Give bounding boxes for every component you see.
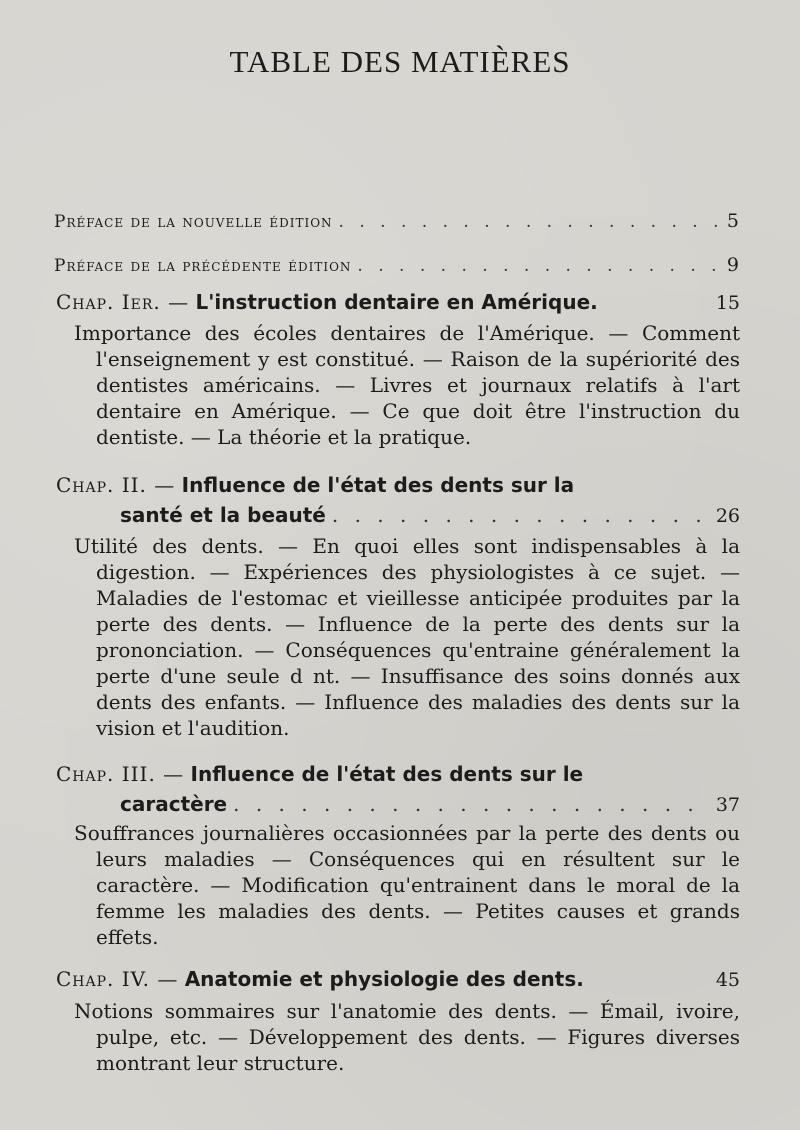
leader-dots [357,256,720,276]
toc-page-number: 37 [715,794,740,816]
leader-dots [332,500,710,530]
chapter-summary-3 [74,820,740,950]
chapter-title: Anatomie et physiologie des dents. [184,967,584,991]
toc-entry-preface-new [54,210,740,232]
chapter-title-continued: caractère [120,792,228,816]
chapter-summary-2 [74,533,740,741]
chapter-title: Influence de l'état des dents sur la [181,473,575,497]
chapter-title: L'instruction dentaire en Amérique. [195,290,598,314]
chapter-label: Chap. IV. — [56,967,179,991]
chapter-summary-text: Souffrances journalières occasionnées par la perte des dents ou leurs maladies — Conséquences qui en résultent sur le caractère. — Modification qu'entrainent dans le moral de la femme les maladies des dents. — Petites causes et grands effets. [74,821,740,949]
chapter-summary-1 [74,320,740,450]
toc-page-number: 45 [715,969,740,991]
chapter-title: Influence de l'état des dents sur le [190,762,584,786]
page-title: TABLE DES MATIÈRES [229,44,571,79]
toc-chapter-4 [56,964,740,995]
toc-page-number: 26 [715,505,740,527]
toc-page-number: 5 [726,210,740,232]
toc-chapter-2 [56,470,740,531]
toc-chapter-1 [56,287,740,318]
toc-chapter-3 [56,759,740,820]
toc-entry-preface-previous [54,254,740,276]
chapter-label: Chap. II. — [56,473,176,497]
leader-dots [339,212,721,232]
chapter-summary-text: Notions sommaires sur l'anatomie des dents. — Émail, ivoire, pulpe, etc. — Développement des dents. — Figures diverses montrant leur structure. [74,999,740,1075]
leader-dots [233,789,710,819]
toc-entry-label: Préface de la précédente édition [54,256,352,276]
chapter-summary-text: Utilité des dents. — En quoi elles sont indispensables à la digestion. — Expériences des physiologistes à ce sujet. — Maladies de l'estomac et vieillesse anticipée produites par la perte des dents. — Influence de la perte des dents sur la prononciation. — Conséquences qu'entraine généralement la perte d'une seule d nt. — Insuffisance des soins donnés aux dents des enfants. — Influence des maladies des dents sur la vision et l'audition. [74,534,740,740]
chapter-summary-text: Importance des écoles dentaires de l'Amérique. — Comment l'enseignement y est constitué. — Raison de la supériorité des dentistes américains. — Livres et journaux relatifs à l'art dentaire en Amérique. — Ce que doit être l'instruction du dentiste. — La théorie et la pratique. [74,321,740,449]
chapter-title-continued: santé et la beauté [120,503,326,527]
chapter-label: Chap. III. — [56,762,185,786]
toc-page-number: 9 [726,254,740,276]
chapter-summary-4 [74,998,740,1076]
toc-entry-label: Préface de la nouvelle édition [54,212,333,232]
toc-page-number: 15 [715,292,740,314]
chapter-label: Chap. Ier. — [56,290,190,314]
